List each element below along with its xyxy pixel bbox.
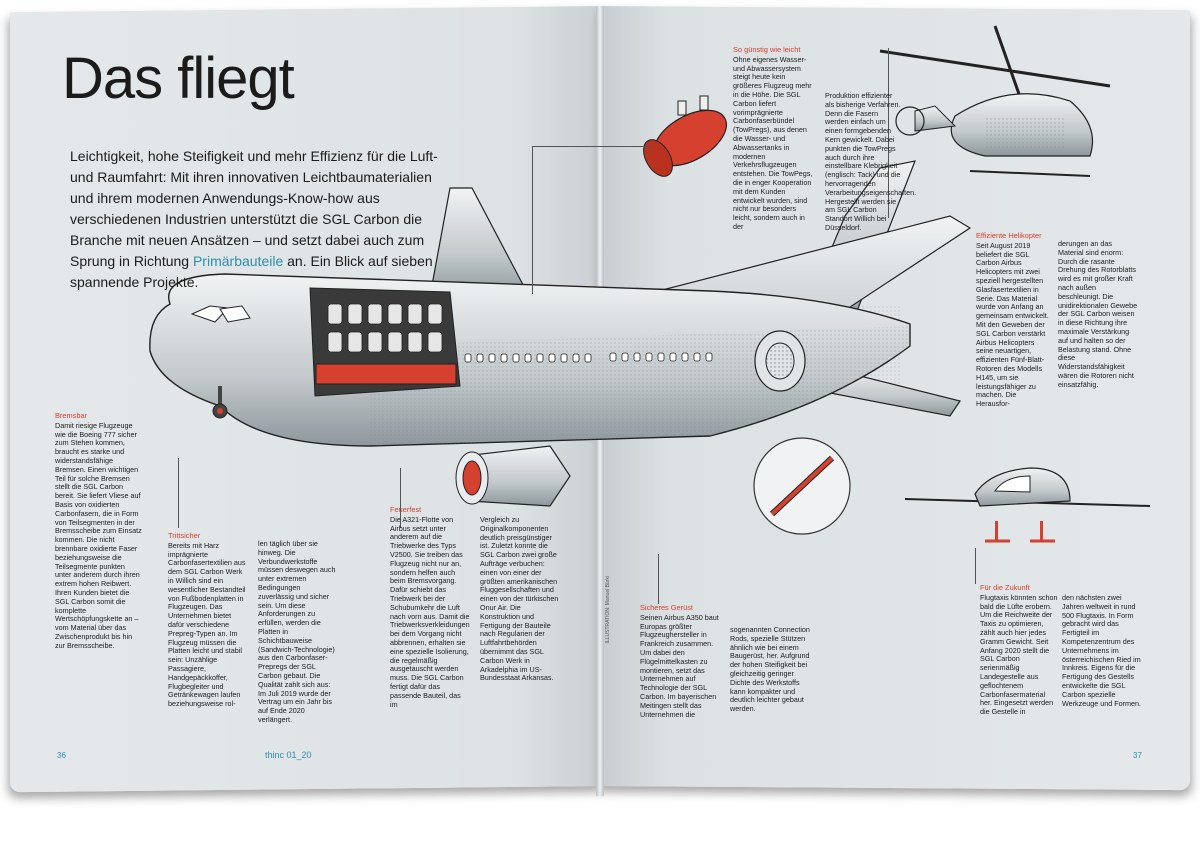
section-body: Produktion effizienter als bisherige Verfahren. Denn die Fasern werden einfach um einen formgebenden Kern gewickelt. Dabei punkten die TowPregs auch durch ihre einstellbare Klebrigkeit (englisch: Tack) und die hervorragenden Verarbeitungseigenschaften. Hergestellt werden sie am SGL Carbon Standort Willich bei Düsseldorf. (825, 91, 917, 232)
section-body: Damit riesige Flugzeuge wie die Boeing 777 sicher zum Stehen kommen, braucht es starke und widerstandsfähige Bremsen. Einen wichtigen Teil für solche Bremsen stellt die SGL Carbon bereit. Sie liefert Vliese auf Basis von oxidierten Carbonfasern, die in Form von Teilsegmenten in der Bremsscheibe zum Einsatz kommen. Die nicht brennbare oxidierte Faser beziehungsweise die Teilsegmente punkten unter anderem durch ihren extrem hohen Reibwert. Ihren Kunden bietet die SGL Carbon somit die komplette Wertschöpfungskette an – vom Material über das Zwischenprodukt bis hin zur Bremsscheibe. (55, 420, 142, 650)
section-body: derungen an das Material sind enorm: Durch die rasante Drehung des Rotorblatts wird es mit großer Kraft nach außen beschleunigt. Die unidirektionalen Gewebe der SGL Carbon weisen in diese Richtung ihre maximale Verstärkung auf und halten so der Belastung stand. Ohne diese Widerstandsfähigkeit wären die Rotoren nicht einsatzfähig. (1058, 239, 1138, 389)
section-body: Vergleich zu Originalkomponenten deutlich preisgünstiger ist. Zuletzt konnte die SGL Carbon zwei große Aufträge verbuchen: einen von einer der größten amerikanischen Fluggesellschaften und einen von der türkischen Onur Air. Die Konstruktion und Fertigung der Bauteile nach Regularien der Luftfahrtbehörden übernimmt das SGL Carbon Werk in Arkadelphia im US-Bundesstaat Arkansas. (480, 515, 559, 683)
section-geruest-continued (730, 626, 812, 714)
section-zukunft-continued (1062, 594, 1142, 708)
section-leicht (733, 46, 815, 232)
section-title: So günstig wie leicht (733, 45, 801, 54)
section-geruest (640, 604, 722, 719)
intro-after: an. Ein Blick auf sieben spannende Projekte. (70, 253, 433, 290)
leader-line (178, 458, 179, 528)
section-title: Feuerfest (390, 505, 422, 514)
magazine-spread (10, 6, 1190, 796)
water-tank-illustration (638, 96, 736, 181)
section-body: Bereits mit Harz imprägnierte Carbonfasertextilien aus dem SGL Carbon Werk in Willich sind ein wesentlicher Bestandteil von Fußbodenplatten in Flugzeugen. Das Unternehmen bietet dafür verschiedene Prepreg-Typen an. Im Flugzeug müssen die Platten leicht und stabil sein: Unzählige Passagiere, Handgepäckkoffer, Flugbegleiter und Getränkewagen laufen beziehungsweise rol- (168, 540, 246, 709)
page-title: Das fliegt (62, 46, 294, 111)
page-number-right: 37 (1133, 751, 1142, 760)
section-body: den nächsten zwei Jahren weltweit in rund 500 Flugtaxis. In Form gebracht wird das Fertigteil im Kompetenzentrum des Unternehmens im österreichischen Ried im Innkreis. Eigens für die Fertigung des Gestells entwickelte die SGL Carbon spezielle Werkzeuge und Formen. (1062, 593, 1141, 708)
leader-line (658, 554, 659, 604)
section-feuerfest (390, 506, 470, 709)
section-body: Flugtaxis könnten schon bald die Lüfte erobern. Um die Reichweite der Taxis zu optimieren, zählt auch hier jedes Gramm Gewicht. Seit Anfang 2020 stellt die SGL Carbon serienmäßig Landegestelle aus geflochtenem Carbonfasermaterial her. Eingesetzt werden die Gestelle in (980, 592, 1058, 717)
section-body: sogenannten Connection Rods, spezielle Stützen ähnlich wie bei einem Baugerüst, her. Aufgrund der hohen Steifigkeit bei gleichzeitig geringer Dichte des Werkstoffs kann kompakter und deutlich leichter gebaut werden. (730, 625, 810, 714)
page-number-left: 36 (57, 751, 66, 760)
section-feuerfest-continued (480, 516, 562, 683)
section-heli (976, 232, 1052, 409)
section-title: Trittsicher (168, 531, 201, 540)
illustration-credit: ILLUSTRATION: Manuel Bürki (605, 576, 611, 644)
section-body: Seit August 2019 beliefert die SGL Carbon Airbus Helicopters mit zwei speziell hergestellten Glasfasertextilien in Serie. Das Material wurde von Anfang an gemeinsam entwickelt. Mit den Geweben der SGL Carbon verstärkt Airbus Helicopters seine neuartigen, effizienten Fünf-Blatt-Rotoren des Modells H145, um sie leistungsfähiger zu machen. Die Herausfor- (976, 240, 1049, 409)
air-taxi-illustration (905, 468, 1150, 541)
section-body: Die A321-Flotte von Airbus setzt unter anderem auf die Triebwerke des Typs V2500. Sie treiben das Flugzeug nicht nur an, sondern helfen auch beim Bremsvorgang. Dafür schiebt das Triebwerk bei der Schubumkehr die Luft nach vorn aus. Damit die Triebwerksverkleidungen bei dem Vorgang nicht abbrennen, erhalten sie eine spezielle Isolierung, die regelmäßig ausgetauscht werden muss. Die SGL Carbon fertigt dafür das passende Bauteil, das im (390, 514, 470, 709)
leader-line (532, 146, 652, 147)
intro-before: Leichtigkeit, hohe Steifigkeit und mehr Effizienz für die Luft- und Raumfahrt: Mit ihren innovativen Leichtbaumaterialien und ihrem modernen Anwendungs-Know-how aus verschiedenen Industrien unterstützt die SGL Carbon die Branche mit neuen Ansätzen – und setzt dabei auch zum Sprung in Richtung (70, 148, 438, 269)
intro-highlight: Primärbauteile (192, 253, 284, 269)
section-body: Ohne eigenes Wasser- und Abwassersystem steigt heute kein größeres Flugzeug mehr in die Höhe. Die SGL Carbon liefert vorimprägnierte Carbonfaserbündel (TowPregs), aus denen die Wasser- und Abwassertanks in modernen Verkehrsflugzeugen entstehen. Die TowPegs, die in enger Kooperation mit dem Kunden entwickelt wurden, sind nicht nur besonders leicht, sondern auch in der (733, 54, 813, 231)
section-title: Effiziente Helikopter (976, 231, 1042, 240)
section-title: Bremsbar (55, 411, 88, 420)
section-title: Für die Zukunft (980, 583, 1030, 592)
intro-text (70, 146, 450, 293)
section-trittsicher (168, 532, 248, 709)
section-bremsbar (55, 412, 143, 651)
section-title: Sicheres Gerüst (640, 603, 693, 612)
section-trittsicher-continued (258, 540, 338, 725)
connection-rod-illustration (754, 438, 850, 534)
leader-line (975, 548, 976, 584)
section-body: len täglich über sie hinweg. Die Verbundwerkstoffe müssen deswegen auch unter extremen Bedingungen zuverlässig und sicher sein. Um diese Anforderungen zu erfüllen, werden die Platten in Schichtbauweise (Sandwich-Technologie) aus den Carbonfaser-Prepregs der SGL Carbon gebaut. Die Qualität zahlt sich aus: Im Juli 2019 wurde der Vertrag um ein Jahr bis auf Ende 2020 verlängert. (258, 539, 336, 724)
helicopter-illustration (880, 26, 1110, 176)
section-leicht-continued (825, 91, 917, 233)
section-heli-continued (1058, 240, 1138, 390)
section-zukunft (980, 584, 1058, 717)
section-body: Seinen Airbus A350 baut Europas größter Flugzeughersteller in Frankreich zusammen. Um dabei den Flügelmittelkasten zu montieren, setzt das Unternehmen auf Technologie der SGL Carbon. Im bayerischen Meitingen stellt das Unternehmen die (640, 612, 719, 719)
leader-line (532, 146, 533, 294)
magazine-name: thinc 01_20 (265, 750, 312, 760)
